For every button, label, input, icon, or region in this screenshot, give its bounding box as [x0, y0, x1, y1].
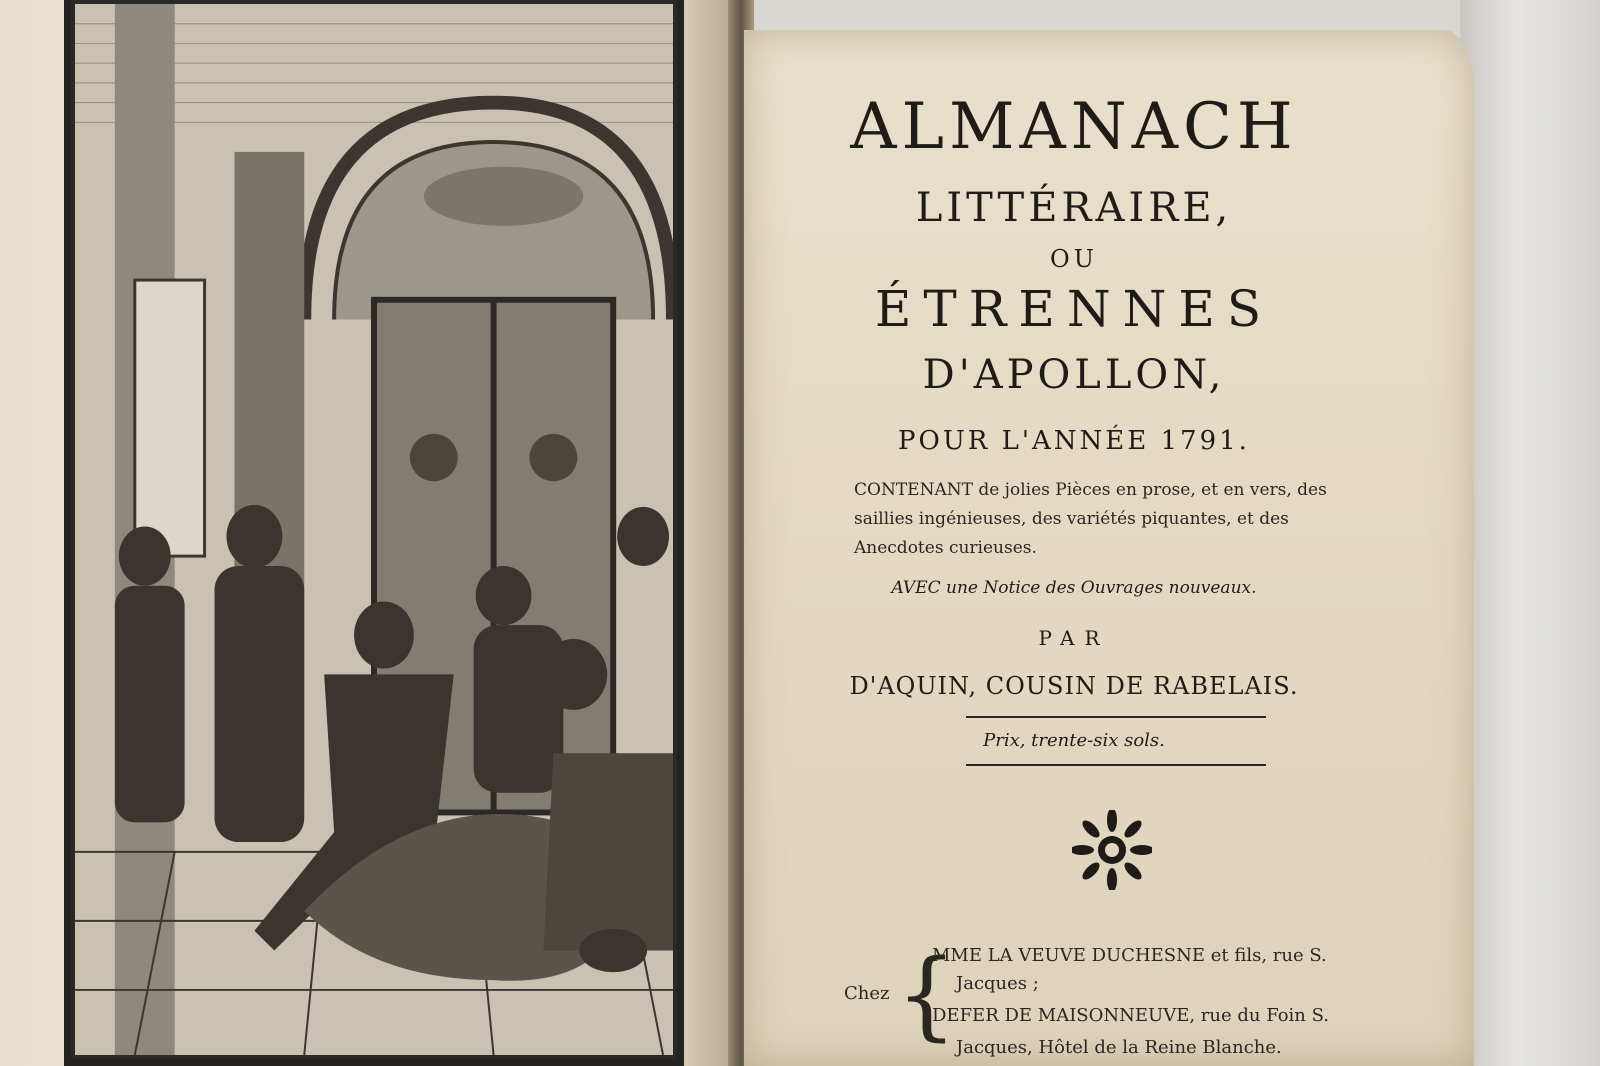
imprint-line-4: Jacques, Hôtel de la Reine Blanche.	[956, 1037, 1282, 1058]
subtitle-litteraire: LITTÉRAIRE,	[915, 185, 1233, 231]
price-line: Prix, trente-six sols.	[983, 730, 1165, 751]
rule-bottom	[966, 764, 1266, 766]
imprint-chez: Chez	[844, 983, 890, 1004]
contents-description: CONTENANT de jolies Pièces en prose, et en vers, des saillies ingénieuses, des variétés piquantes, et des Anecdotes curieuses.	[854, 480, 1327, 558]
by-line: PAR	[1038, 626, 1110, 650]
author-line: D'AQUIN, COUSIN DE RABELAIS.	[849, 672, 1299, 700]
fleuron-ornament-icon	[1072, 810, 1152, 890]
year-line: POUR L'ANNÉE 1791.	[898, 426, 1250, 456]
engraving-illustration	[64, 0, 684, 1066]
title-page	[744, 30, 1474, 1066]
rule-top	[966, 716, 1266, 718]
subtitle-etrennes: ÉTRENNES	[874, 280, 1274, 338]
notice-line: AVEC une Notice des Ouvrages nouveaux.	[891, 578, 1257, 598]
cloth-background	[1460, 0, 1600, 1066]
engraving-scene	[75, 4, 673, 1055]
imprint-line-3: DEFER DE MAISONNEUVE, rue du Foin S.	[932, 1005, 1330, 1026]
imprint-block	[844, 939, 1444, 1065]
imprint-line-1: MME LA VEUVE DUCHESNE et fils, rue S.	[932, 945, 1327, 966]
imprint-brace: {	[896, 939, 958, 1051]
imprint-line-2: Jacques ;	[956, 973, 1039, 994]
subtitle-conjunction: OU	[1050, 245, 1098, 273]
book-title: ALMANACH	[850, 90, 1298, 164]
subtitle-apollon: D'APOLLON,	[922, 352, 1226, 398]
frontispiece-page	[0, 0, 740, 1066]
